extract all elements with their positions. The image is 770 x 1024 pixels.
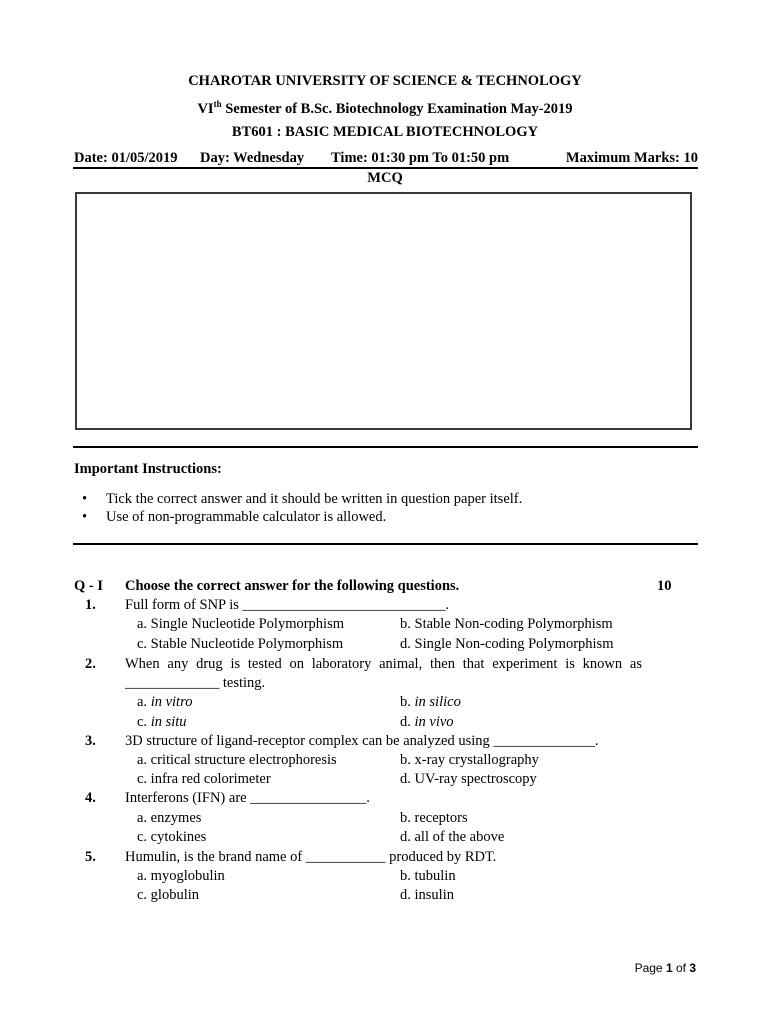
exam-info-line [74,150,698,168]
question-number: 5. [85,849,96,865]
option-term: in vitro [150,694,193,710]
option-letter: a. [137,694,148,710]
option-b[interactable]: b. receptors [400,810,468,826]
option-d[interactable] [400,714,454,731]
option-a[interactable]: a. enzymes [137,810,202,826]
instructions-heading: Important Instructions: [74,461,222,477]
exam-day: Day: Wednesday [200,150,305,166]
page-of: of [672,961,690,975]
option-term: in silico [414,694,461,710]
instruction-text: Use of non-programmable calculator is allowed. [106,509,387,525]
page-word: Page [634,961,666,975]
option-letter: b. [400,694,411,710]
option-term: in situ [150,714,187,730]
option-term: in vivo [414,714,454,730]
question-number: 1. [85,597,96,613]
question-text: 3D structure of ligand-receptor complex can be analyzed using ______________. [125,733,599,749]
option-b[interactable]: b. Stable Non-coding Polymorphism [400,616,613,632]
semester-prefix: VI [197,100,214,117]
answer-box [75,192,692,430]
question-text: Humulin, is the brand name of ___________ produced by RDT. [125,849,497,865]
option-c[interactable] [137,714,187,731]
instruction-text: Tick the correct answer and it should be written in question paper itself. [106,491,523,507]
option-c[interactable]: c. Stable Nucleotide Polymorphism [137,636,344,652]
question-text-continued: _____________ testing. [125,675,266,691]
bullet-icon: • [82,509,88,525]
option-c[interactable]: c. infra red colorimeter [137,771,271,787]
option-b[interactable]: b. tubulin [400,868,456,884]
option-letter: c. [137,714,148,730]
option-a[interactable]: a. critical structure electrophoresis [137,752,337,768]
semester-sup: th [213,99,222,109]
instructions-bottom-divider [73,543,698,545]
question-text: Interferons (IFN) are ________________. [125,790,370,806]
option-d[interactable]: d. all of the above [400,829,505,845]
option-c[interactable]: c. globulin [137,887,200,903]
option-d[interactable]: d. UV-ray spectroscopy [400,771,537,787]
question-number: 4. [85,790,96,806]
question-text: When any drug is tested on laboratory animal, then that experiment is known as [125,656,642,672]
option-a[interactable] [137,694,192,711]
question-number: 2. [85,656,96,672]
semester-line [0,99,770,118]
page-footer [635,961,696,975]
max-marks: Maximum Marks: 10 [565,150,698,166]
question-number: 3. [85,733,96,749]
exam-time: Time: 01:30 pm To 01:50 pm [331,150,510,166]
option-d[interactable]: d. insulin [400,887,454,903]
option-b[interactable] [400,694,461,711]
option-a[interactable]: a. Single Nucleotide Polymorphism [137,616,345,632]
header-divider [73,167,698,169]
option-c[interactable]: c. cytokines [137,829,207,845]
bullet-icon: • [82,491,88,507]
instructions-top-divider [73,446,698,448]
semester-rest: Semester of B.Sc. Biotechnology Examination May-2019 [221,100,573,117]
section-label: MCQ [367,170,403,186]
question-text: Full form of SNP is ____________________________. [125,597,450,613]
exam-date: Date: 01/05/2019 [74,150,178,166]
page-current: 1 [665,961,673,975]
section-number: Q - I [74,578,103,594]
section-marks: 10 [657,578,672,594]
page-total: 3 [689,961,696,975]
option-letter: d. [400,714,411,730]
subject-title: BT601 : BASIC MEDICAL BIOTECHNOLOGY [231,124,539,140]
section-heading: Choose the correct answer for the following questions. [125,578,460,594]
option-d[interactable]: d. Single Non-coding Polymorphism [400,636,614,652]
university-title: CHAROTAR UNIVERSITY OF SCIENCE & TECHNOLOGY [188,73,582,89]
option-b[interactable]: b. x-ray crystallography [400,752,539,768]
option-a[interactable]: a. myoglobulin [137,868,225,884]
